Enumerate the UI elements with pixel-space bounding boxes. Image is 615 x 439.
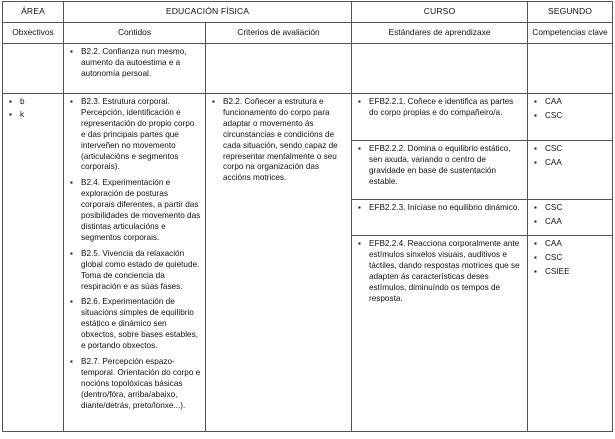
standard-item: ▪ EFB2.2.2. Domina o equilibrio estático, sen axuda, variando o centro de gravidade en base de sustentación estable. <box>356 144 523 188</box>
objective-item: ▪ k <box>7 110 59 121</box>
competences-cell <box>528 141 613 200</box>
standard-cell <box>352 200 528 236</box>
competence-item: ▪ CSC <box>532 253 608 264</box>
standard-cell <box>352 94 528 141</box>
content-item: ▪ B2.6. Experimentación de situacións simples de equilibrio estático e dinámico sen obxectos, sobre bases estables, e portando obxectos. <box>68 297 201 352</box>
area-label: ÁREA <box>3 2 64 23</box>
cell-empty <box>206 44 352 94</box>
content-item: ▪ B2.2. Confianza nun mesmo, aumento da autoestima e a autonomía persoal. <box>68 47 201 80</box>
cell-empty <box>528 44 613 94</box>
competences-cell <box>528 94 613 141</box>
standard-cell <box>352 141 528 200</box>
competences-cell <box>528 200 613 236</box>
contents-cell <box>64 94 206 432</box>
criteria-cell <box>206 94 352 432</box>
standard-item: ▪ EFB2.2.4. Reacciona corporalmente ante estímulos sinxelos visuais, auditivos e táctiles, dando respostas motrices que se adapten ás características deses estímulos, diminuíndo os tempos de resposta. <box>356 239 523 304</box>
objectives-cell <box>3 94 64 432</box>
content-item: ▪ B2.4. Experimentación e exploración de posturas corporais diferentes, a partir das posibilidades de movemento das distintas articulacións e segmentos corporais. <box>68 178 201 243</box>
competence-item: ▪ CSC <box>532 144 608 155</box>
curso-label: CURSO <box>352 2 528 23</box>
competence-item: ▪ CSC <box>532 203 608 214</box>
header-row-columns <box>3 23 613 44</box>
col-header-contents: Contidos <box>64 23 206 44</box>
col-header-competences: Competencias clave <box>528 23 613 44</box>
content-item: ▪ B2.7. Percepción espazo-temporal. Orientación do corpo e nocións topolóxicas básicas (dentro/fóra, arriba/abaixo, diante/detrás, preto/lonxe...). <box>68 357 201 412</box>
standard-cell <box>352 236 528 432</box>
competence-item: ▪ CAA <box>532 239 608 250</box>
standard-item: ▪ EFB2.2.3. Iníciase no equilibrio dinámico. <box>356 203 523 214</box>
objective-item: ▪ b <box>7 97 59 108</box>
table-row-b22 <box>3 44 613 94</box>
competence-item: ▪ CAA <box>532 217 608 228</box>
col-header-standards: Estándares de aprendizaxe <box>352 23 528 44</box>
content-item: ▪ B2.3. Estrutura corporal. Percepción, identificación e representación do propio corpo e das principais partes que interveñen no movemento (articulacións e segmentos corporais). <box>68 97 201 173</box>
competence-item: ▪ CSIEE <box>532 267 608 278</box>
content-item: ▪ B2.5. Vivencia da relaxación global como estado de quietude. Toma de conciencia da respiración e as súas fases. <box>68 249 201 293</box>
curso-value: SEGUNDO <box>528 2 613 23</box>
competence-item: ▪ CAA <box>532 158 608 169</box>
content-cell <box>64 44 206 94</box>
standard-item: ▪ EFB2.2.1. Coñece e identifica as partes do corpo propias e do compañeiro/a. <box>356 97 523 119</box>
col-header-criteria: Criterios de avaliación <box>206 23 352 44</box>
table-row-std1 <box>3 94 613 141</box>
criterion-item: ▪ B2.2. Coñecer a estrutura e funcionamento do corpo para adaptar o movemento ás circunstancias e condicións de cada situación, sendo capaz de representar mentalmente o seu corpo na organización das accións motrices. <box>210 97 347 184</box>
competence-item: ▪ CAA <box>532 97 608 108</box>
competences-cell <box>528 236 613 432</box>
competence-item: ▪ CSC <box>532 111 608 122</box>
col-header-objectives: Obxectivos <box>3 23 64 44</box>
cell-empty <box>3 44 64 94</box>
cell-empty <box>352 44 528 94</box>
subject-title: EDUCACIÓN FÍSICA <box>64 2 352 23</box>
header-row-top <box>3 2 613 23</box>
curriculum-table <box>2 1 613 432</box>
